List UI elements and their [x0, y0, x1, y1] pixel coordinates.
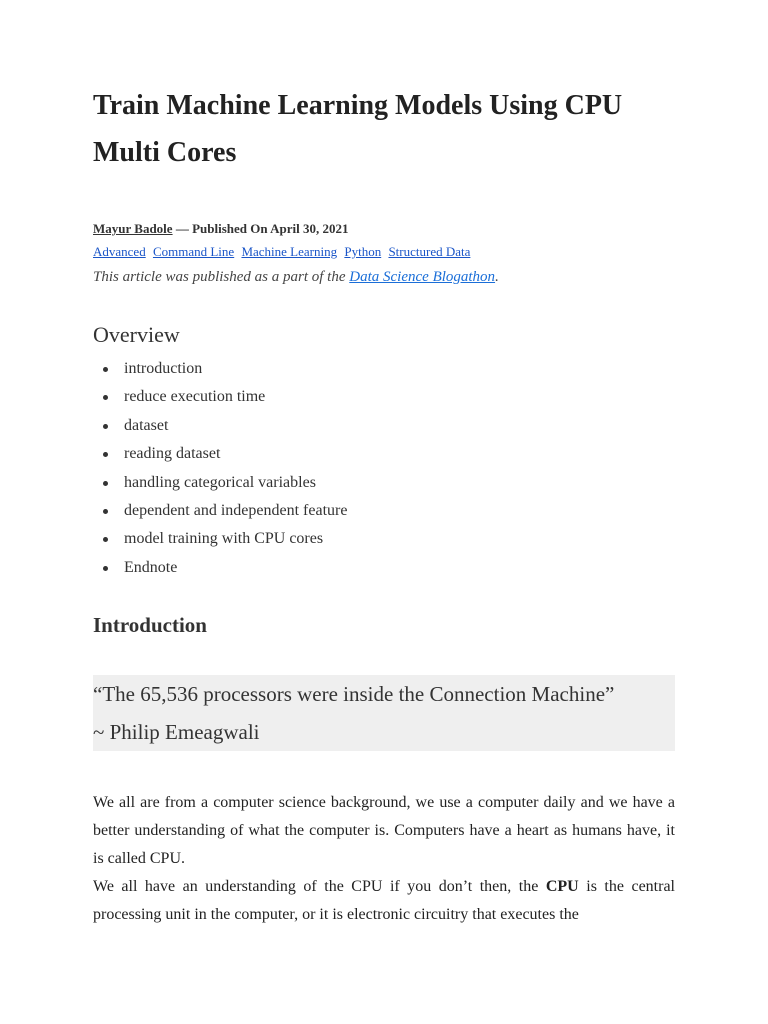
list-item: dependent and independent feature: [93, 497, 675, 525]
list-item: reduce execution time: [93, 383, 675, 411]
quote-attribution: ~ Philip Emeagwali: [93, 720, 260, 745]
pull-quote: [93, 675, 675, 751]
list-item: handling categorical variables: [93, 469, 675, 497]
tag-machine-learning[interactable]: Machine Learning: [241, 244, 338, 259]
cpu-term: CPU: [545, 878, 579, 896]
list-item: Endnote: [93, 554, 675, 582]
blogathon-link[interactable]: Data Science Blogathon: [349, 269, 496, 285]
note-prefix: This article was published as a part of the: [93, 269, 350, 285]
paragraph-cpu: [93, 873, 675, 929]
publish-date: — Published On April 30, 2021: [172, 221, 349, 236]
paragraph-cpu-suffix: is the central processing unit in the computer, or it is electronic circuitry that executes the: [93, 878, 676, 924]
paragraph-intro: We all are from a computer science background, we use a computer daily and we have a better understanding of what the computer is. Computers have a heart as humans have, it is called CPU.: [93, 794, 675, 868]
blogathon-note: [93, 267, 675, 287]
introduction-heading: Introduction: [93, 613, 207, 638]
list-item: introduction: [93, 355, 675, 383]
note-suffix: .: [495, 269, 499, 285]
byline: [93, 220, 675, 238]
list-item: dataset: [93, 412, 675, 440]
tag-advanced[interactable]: Advanced: [93, 244, 146, 259]
overview-heading: Overview: [93, 322, 180, 347]
tag-python[interactable]: Python: [344, 244, 382, 259]
tag-structured-data[interactable]: Structured Data: [388, 244, 471, 259]
article-title: Train Machine Learning Models Using CPU Multi Cores: [93, 90, 623, 168]
tag-command-line[interactable]: Command Line: [152, 244, 235, 259]
tag-list: [93, 243, 675, 261]
quote-text: “The 65,536 processors were inside the Connection Machine”: [93, 682, 615, 707]
list-item: reading dataset: [93, 440, 675, 468]
author-link[interactable]: Mayur Badole: [93, 221, 173, 236]
list-item: model training with CPU cores: [93, 525, 675, 553]
overview-list: [93, 355, 675, 582]
article-body: [93, 82, 675, 929]
paragraph-cpu-prefix: We all have an understanding of the CPU if you don’t then, the: [93, 878, 546, 896]
